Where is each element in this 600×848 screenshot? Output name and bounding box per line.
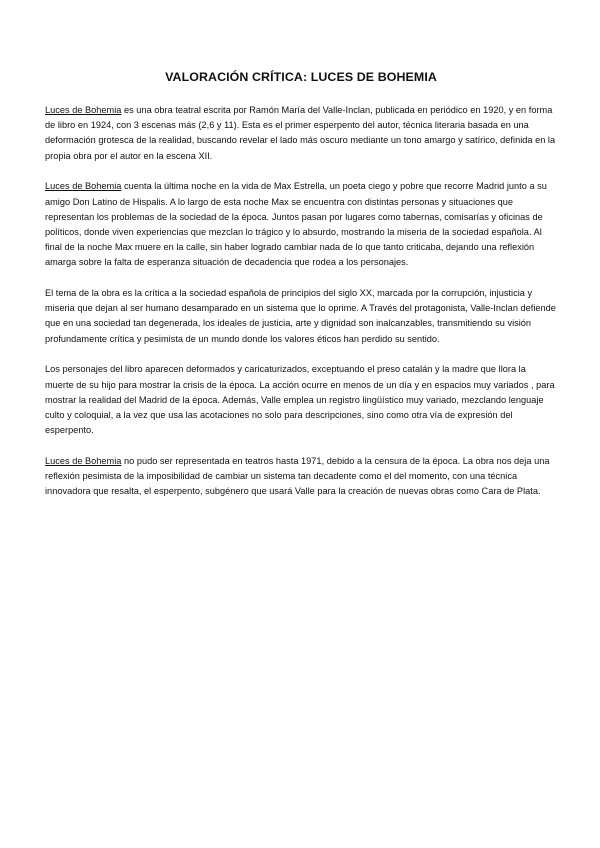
document-title: VALORACIÓN CRÍTICA: LUCES DE BOHEMIA bbox=[165, 70, 437, 84]
paragraph-text: cuenta la última noche en la vida de Max Estrella, un poeta ciego y pobre que recorre Madrid junto a su amigo Don Latino de Hispalis. A lo largo de esta noche Max se encuentra con distintas personas y situaciones que representan los problemas de la sociedad de la época. Juntos pasan por lugares como tabernas, comisarías y oficinas de políticos, donde viven experiencias que mezclan lo trágico y lo absurdo, mostrando la miseria de la sociedad española. Al final de la noche Max muere en la calle, sin haber logrado cambiar nada de lo que tanto criticaba, dejando una reflexión amarga sobre la falta de esperanza situación de decadencia que rodea a los personajes. bbox=[45, 181, 547, 268]
paragraph-text: es una obra teatral escrita por Ramón María del Valle-Inclan, publicada en periódico en 1920, y en forma de libro en 1924, con 3 escenas más (2,6 y 11). Esta es el primer esperpento del autor, técnica literaria basada en una deformación grotesca de la realidad, buscando revelar el lado más oscuro mediante un tono amargo y satírico, definida en la propia obra por el autor en la escena XII. bbox=[45, 105, 556, 161]
document-page bbox=[45, 70, 557, 515]
work-title-underlined: Luces de Bohemia bbox=[45, 105, 122, 115]
paragraph-3 bbox=[45, 286, 557, 347]
paragraph-1 bbox=[45, 103, 557, 164]
paragraph-text: El tema de la obra es la crítica a la sociedad española de principios del siglo XX, marcada por la corrupción, injusticia y miseria que dejan al ser humano desamparado en un sistema que lo oprime. A Través del protagonista, Valle-Inclan defiende que en una sociedad tan degenerada, los ideales de justicia, arte y dignidad son inalcanzables, transmitiendo su visión profundamente crítica y pesimista de un mundo donde los valores éticos han perdido su sentido. bbox=[45, 288, 556, 344]
paragraph-text: Los personajes del libro aparecen deformados y caricaturizados, exceptuando el preso catalán y la madre que llora la muerte de su hijo para mostrar la crisis de la época. La acción ocurre en menos de un día y en espacios muy variados , para mostrar la realidad del Madrid de la época. Además, Valle emplea un registro lingüístico muy variado, mezclando lenguaje culto y coloquial, a la vez que usa las acotaciones no solo para descripciones, sino como otra vía de expresión del esperpento. bbox=[45, 364, 555, 436]
paragraph-5 bbox=[45, 454, 557, 500]
work-title-underlined: Luces de Bohemia bbox=[45, 455, 122, 466]
work-title-underlined: Luces de Bohemia bbox=[45, 181, 122, 192]
paragraph-text: no pudo ser representada en teatros hasta 1971, debido a la censura de la época. La obra nos deja una reflexión pesimista de la imposibilidad de cambiar un sistema tan decadente como el del momento, con una técnica innovadora que resalta, el esperpento, subgénero que usará Valle para la creación de nuevas obras como Cara de Plata. bbox=[45, 455, 550, 497]
paragraph-2 bbox=[45, 179, 557, 270]
paragraph-4 bbox=[45, 362, 557, 438]
